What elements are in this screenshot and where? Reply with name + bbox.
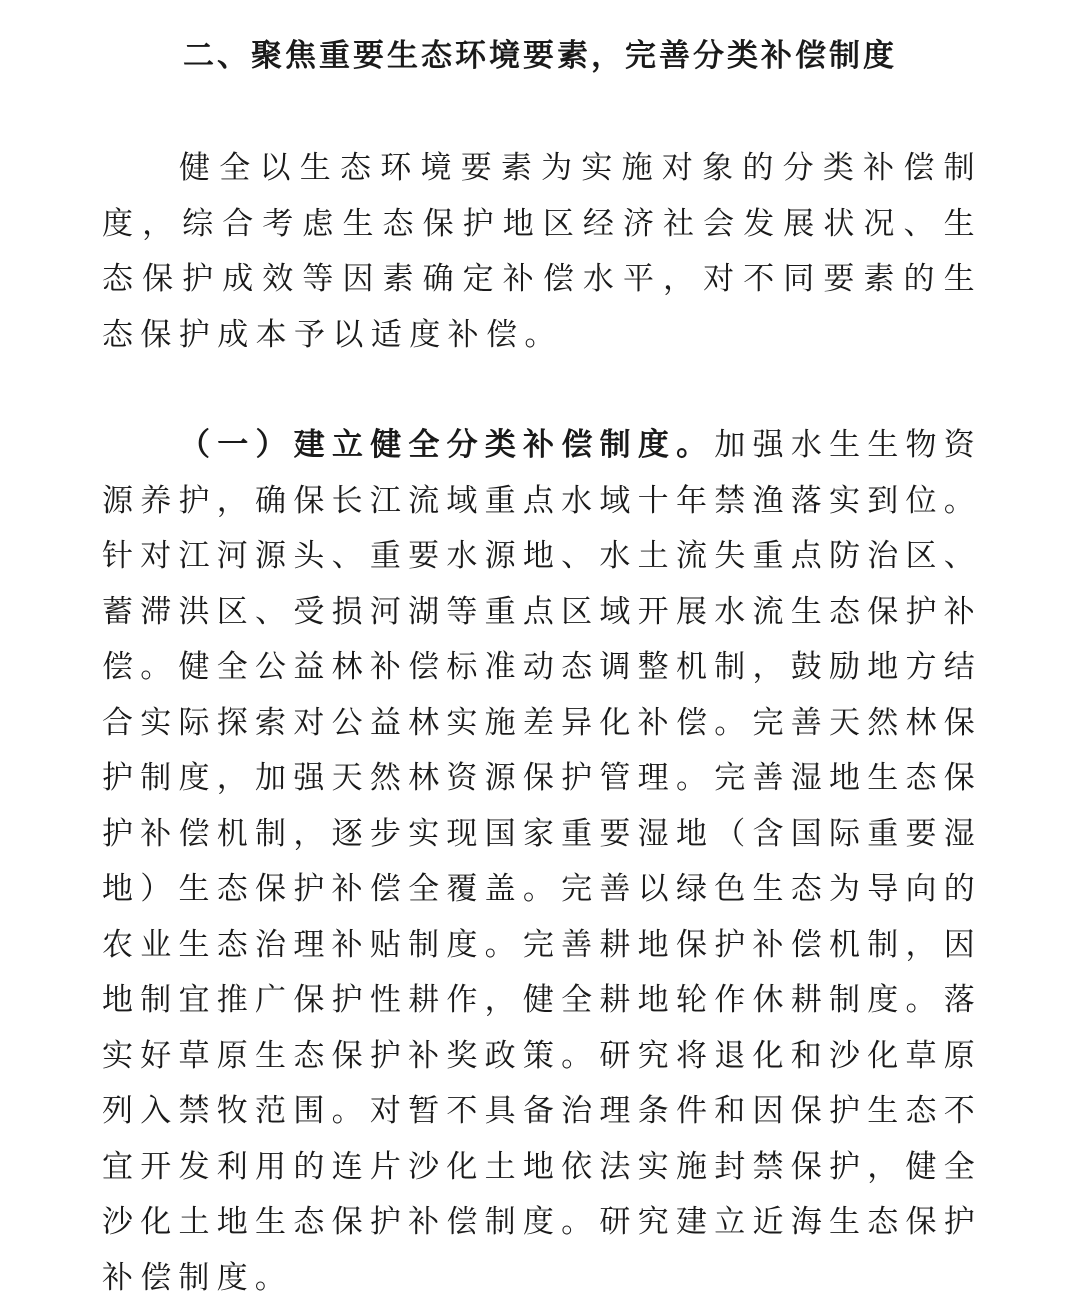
subsection-paragraph: [102, 418, 982, 1306]
section-heading: 二、聚焦重要生态环境要素，完善分类补偿制度: [183, 38, 897, 74]
subsection-lead: （一）建立健全分类补偿制度。: [179, 427, 715, 463]
subsection-body: 加强水生生物资源养护，确保长江流域重点水域十年禁渔落实到位。针对江河源头、重要水源地、水土流失重点防治区、蓄滞洪区、受损河湖等重点区域开展水流生态保护补偿。健全公益林补偿标准动态调整机制，鼓励地方结合实际探索对公益林实施差异化补偿。完善天然林保护制度，加强天然林资源保护管理。完善湿地生态保护补偿机制，逐步实现国家重要湿地（含国际重要湿地）生态保护补偿全覆盖。完善以绿色生态为导向的农业生态治理补贴制度。完善耕地保护补偿机制，因地制宜推广保护性耕作，健全耕地轮作休耕制度。落实好草原生态保护补奖政策。研究将退化和沙化草原列入禁牧范围。对暂不具备治理条件和因保护生态不宜开发利用的连片沙化土地依法实施封禁保护，健全沙化土地生态保护补偿制度。研究建立近海生态保护补偿制度。: [102, 427, 982, 1296]
intro-paragraph: 健全以生态环境要素为实施对象的分类补偿制度，综合考虑生态保护地区经济社会发展状况、生态保护成效等因素确定补偿水平，对不同要素的生态保护成本予以适度补偿。: [102, 150, 982, 353]
